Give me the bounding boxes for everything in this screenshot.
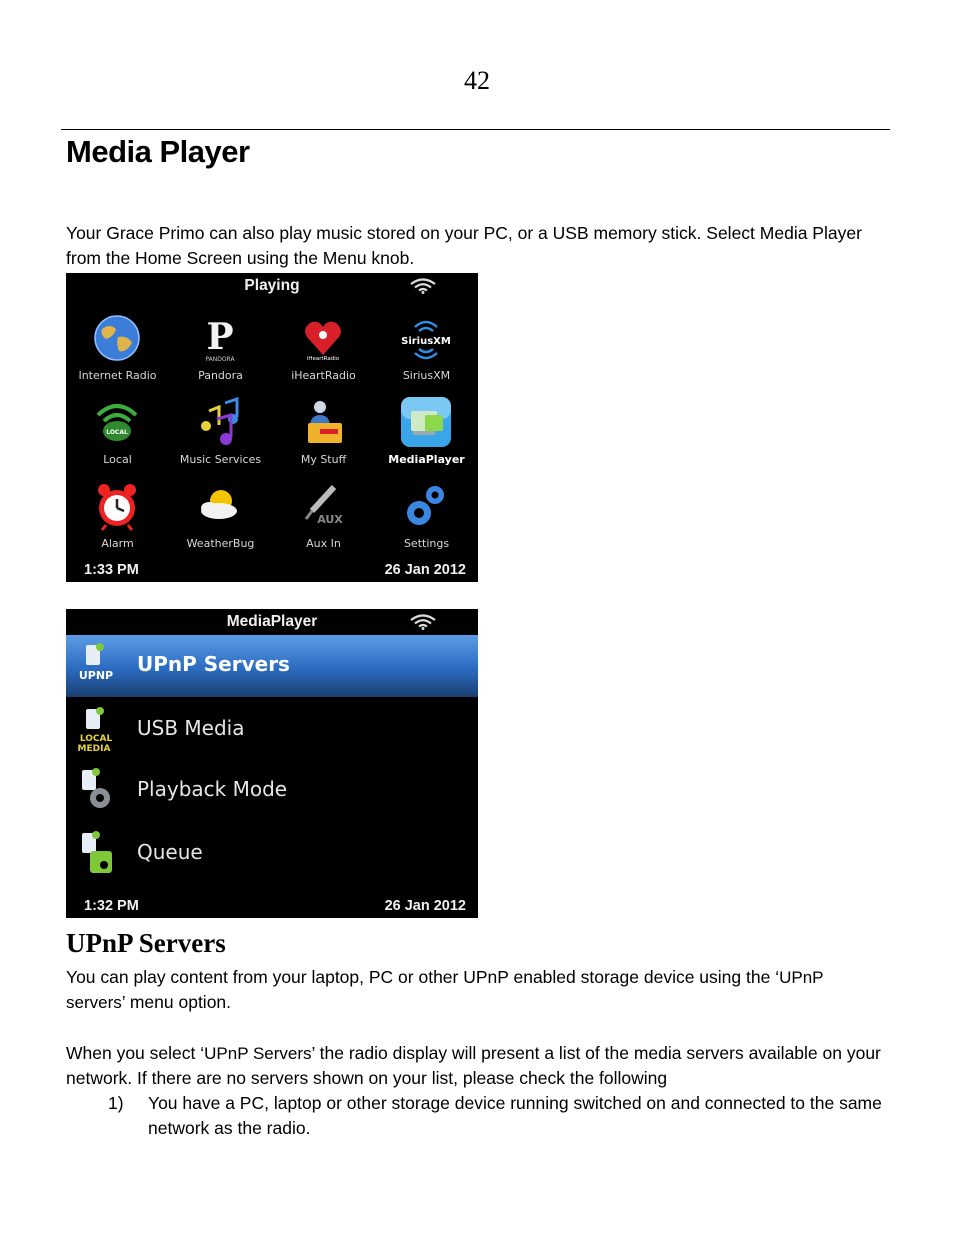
- home-item-label: Pandora: [198, 369, 243, 382]
- list-number: 1): [108, 1093, 124, 1113]
- subsection-heading: UPnP Servers: [66, 928, 226, 958]
- home-item-siriusxm[interactable]: [375, 307, 478, 389]
- home-item-settings[interactable]: [375, 475, 478, 557]
- pandora-icon: [195, 313, 245, 363]
- status-date: 26 Jan 2012: [384, 562, 466, 578]
- menu-reference: UPnP servers: [66, 968, 824, 1012]
- playback-settings-icon: [76, 766, 120, 816]
- menu-item-usb-media[interactable]: [66, 699, 478, 761]
- mediaplayer-screen-title: MediaPlayer: [226, 613, 318, 630]
- home-item-label: Local: [103, 453, 132, 466]
- menu-item-label: USB Media: [137, 716, 245, 740]
- home-item-my-stuff[interactable]: [272, 391, 375, 473]
- upnp-paragraph-2: When you select ‘UPnP Servers’ the radio display will present a list of the media servers available on your network. If there are no servers shown on your list, please check the following: [66, 1043, 881, 1088]
- upnp-icon: [76, 641, 120, 691]
- home-item-label: Music Services: [179, 453, 262, 466]
- local-media-icon: [76, 705, 120, 755]
- svg-text:LOCAL: LOCAL: [79, 734, 113, 744]
- menu-item-upnp-servers[interactable]: [66, 635, 478, 697]
- gears-icon: [401, 481, 451, 531]
- home-item-aux-in[interactable]: [272, 475, 375, 557]
- home-item-label: Aux In: [306, 537, 341, 550]
- home-item-pandora[interactable]: [169, 307, 272, 389]
- svg-text:P: P: [206, 316, 234, 358]
- home-item-label: MediaPlayer: [388, 453, 465, 466]
- home-item-internet-radio[interactable]: [66, 307, 169, 389]
- menu-item-queue[interactable]: [66, 823, 478, 885]
- svg-text:MEDIA: MEDIA: [77, 744, 111, 754]
- home-item-music-services[interactable]: [169, 391, 272, 473]
- home-item-local[interactable]: [66, 391, 169, 473]
- header-rule: [61, 129, 890, 130]
- menu-item-label: Queue: [137, 840, 203, 864]
- status-date: 26 Jan 2012: [384, 898, 466, 914]
- svg-text:AUX: AUX: [317, 513, 343, 526]
- mediaplayer-icon: [401, 397, 451, 447]
- queue-icon: [76, 829, 120, 879]
- list-text: You have a PC, laptop or other storage device running switched on and connected to the same network as the radio.: [148, 1093, 882, 1138]
- svg-text:SiriusXM: SiriusXM: [401, 336, 451, 347]
- home-item-label: SiriusXM: [402, 369, 451, 382]
- home-screen-title: Playing: [244, 277, 300, 294]
- home-item-label: Alarm: [101, 537, 134, 550]
- local-radio-icon: [92, 397, 142, 447]
- status-time: 1:33 PM: [84, 562, 139, 578]
- wifi-icon: [410, 614, 436, 630]
- page-number: 42: [464, 66, 490, 95]
- iheartradio-icon: [298, 313, 348, 363]
- menu-item-playback-mode[interactable]: [66, 760, 478, 822]
- alarm-clock-icon: [92, 481, 142, 531]
- home-item-label: Internet Radio: [78, 369, 157, 382]
- home-item-mediaplayer[interactable]: [375, 391, 478, 473]
- svg-text:iHeartRadio: iHeartRadio: [306, 356, 340, 362]
- mediaplayer-screen-screenshot: [66, 609, 478, 918]
- home-item-label: iHeartRadio: [291, 369, 356, 382]
- home-item-label: My Stuff: [300, 453, 347, 466]
- intro-paragraph: Your Grace Primo can also play music stored on your PC, or a USB memory stick. Select Media Player from the Home Screen using the Menu knob.: [66, 223, 862, 268]
- svg-text:UPNP: UPNP: [78, 669, 114, 682]
- home-item-label: WeatherBug: [186, 537, 255, 550]
- menu-item-label: Playback Mode: [137, 777, 288, 801]
- home-item-iheartradio[interactable]: [272, 307, 375, 389]
- wifi-icon: [410, 278, 436, 294]
- section-heading: Media Player: [66, 134, 250, 169]
- home-screen-screenshot: [66, 273, 478, 582]
- svg-text:LOCAL: LOCAL: [106, 429, 128, 436]
- home-item-alarm[interactable]: [66, 475, 169, 557]
- music-notes-icon: [195, 397, 245, 447]
- svg-text:PANDORA: PANDORA: [205, 356, 235, 363]
- home-item-weatherbug[interactable]: [169, 475, 272, 557]
- weather-icon: [195, 481, 245, 531]
- aux-cable-icon: [298, 481, 348, 531]
- status-time: 1:32 PM: [84, 898, 139, 914]
- siriusxm-icon: [401, 313, 451, 363]
- home-item-label: Settings: [403, 537, 450, 550]
- upnp-paragraph-1: You can play content from your laptop, PC or other UPnP enabled storage device using the ‘UPnP servers’ menu option.: [66, 967, 824, 1012]
- menu-item-label: UPnP Servers: [137, 652, 290, 676]
- menu-reference: UPnP Servers: [204, 1044, 312, 1063]
- folder-user-icon: [298, 397, 348, 447]
- globe-icon: [92, 313, 142, 363]
